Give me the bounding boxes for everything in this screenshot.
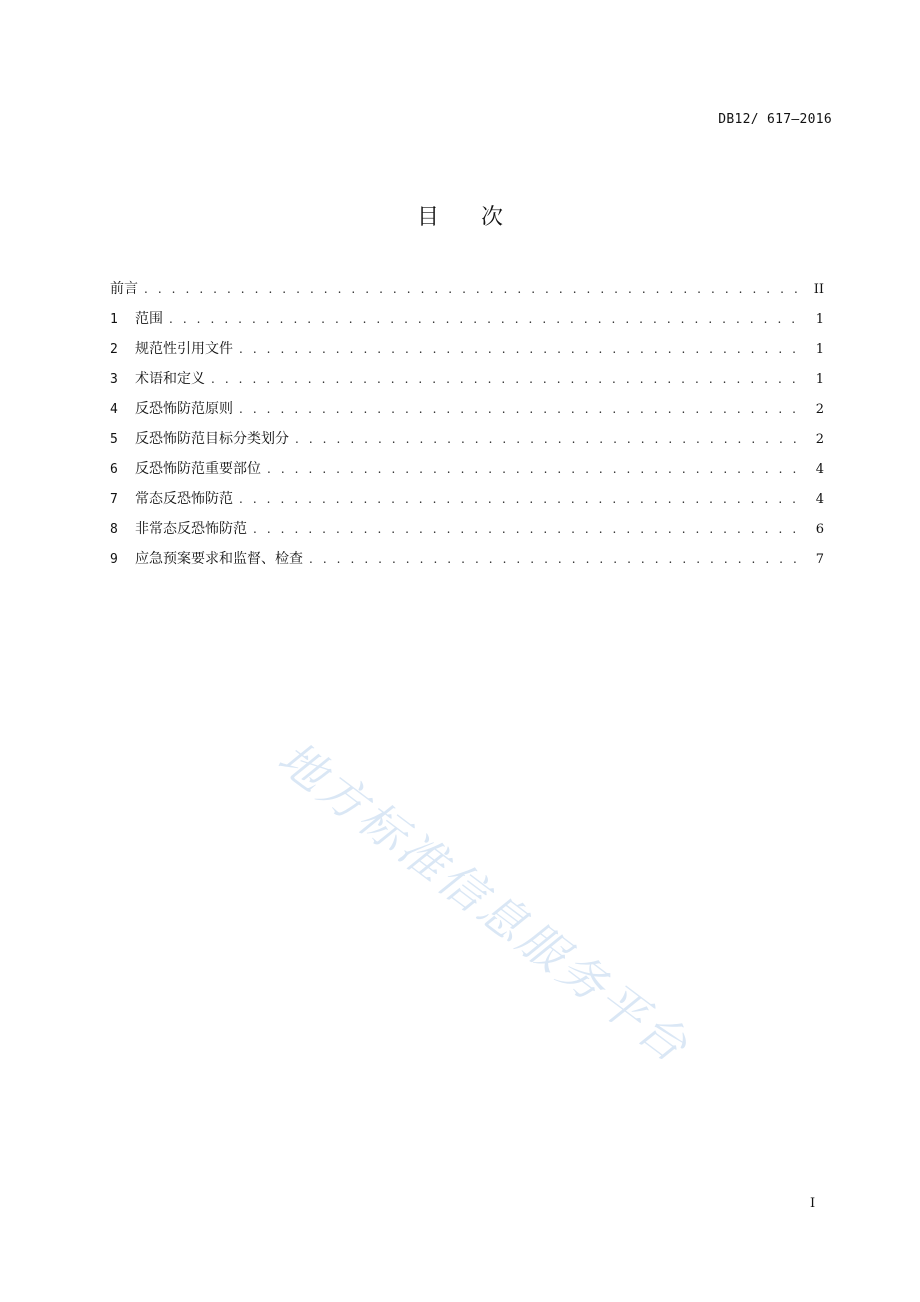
toc-item-page: 6 (815, 522, 824, 537)
toc-item-number: 4 (110, 402, 118, 417)
toc-item-label: 反恐怖防范重要部位 (135, 461, 261, 477)
toc-item-number: 1 (110, 312, 118, 327)
toc-item-number: 8 (110, 522, 118, 537)
toc-leader-dots (309, 549, 806, 569)
toc-item-label: 前言 (110, 281, 138, 297)
toc-item-label: 范围 (135, 311, 163, 327)
toc-item-4[interactable] (110, 399, 824, 429)
toc-item-label: 规范性引用文件 (135, 341, 233, 357)
document-code: DB12/ 617—2016 (718, 112, 832, 127)
toc-leader-dots (239, 399, 806, 419)
toc-item-page: 4 (815, 462, 824, 477)
toc-item-page: 1 (815, 372, 824, 387)
page-title: 目次 (416, 205, 545, 230)
toc-leader-dots (295, 429, 806, 449)
toc-item-number: 7 (110, 492, 118, 507)
toc-item-9[interactable] (110, 549, 824, 579)
toc-leader-dots (211, 369, 806, 389)
toc-leader-dots (239, 339, 806, 359)
toc-leader-dots (169, 309, 806, 329)
toc-item-page: 1 (815, 312, 824, 327)
toc-leader-dots (144, 279, 806, 299)
table-of-contents (110, 279, 824, 579)
toc-item-page: 1 (815, 342, 824, 357)
toc-item-number: 3 (110, 372, 118, 387)
toc-item-page: 2 (815, 432, 824, 447)
toc-item-label: 常态反恐怖防范 (135, 491, 233, 507)
toc-leader-dots (253, 519, 806, 539)
toc-item-label: 反恐怖防范原则 (135, 401, 233, 417)
toc-item-5[interactable] (110, 429, 824, 459)
watermark: 地方标准信息服务平台 (268, 730, 701, 1075)
toc-item-number: 6 (110, 462, 118, 477)
toc-item-page: 2 (815, 402, 824, 417)
toc-leader-dots (239, 489, 806, 509)
toc-item-foreword[interactable] (110, 279, 824, 309)
page-number: I (810, 1196, 816, 1211)
toc-item-number: 2 (110, 342, 118, 357)
toc-leader-dots (267, 459, 806, 479)
toc-item-7[interactable] (110, 489, 824, 519)
toc-item-6[interactable] (110, 459, 824, 489)
toc-item-number: 5 (110, 432, 118, 447)
toc-item-page: 7 (815, 552, 824, 567)
toc-item-2[interactable] (110, 339, 824, 369)
toc-item-page: II (813, 282, 824, 297)
toc-item-number: 9 (110, 552, 118, 567)
toc-item-label: 术语和定义 (135, 371, 205, 387)
toc-item-page: 4 (815, 492, 824, 507)
toc-item-label: 非常态反恐怖防范 (135, 521, 247, 537)
toc-item-3[interactable] (110, 369, 824, 399)
toc-item-1[interactable] (110, 309, 824, 339)
toc-item-label: 应急预案要求和监督、检查 (135, 551, 303, 567)
toc-item-label: 反恐怖防范目标分类划分 (135, 431, 289, 447)
toc-item-8[interactable] (110, 519, 824, 549)
